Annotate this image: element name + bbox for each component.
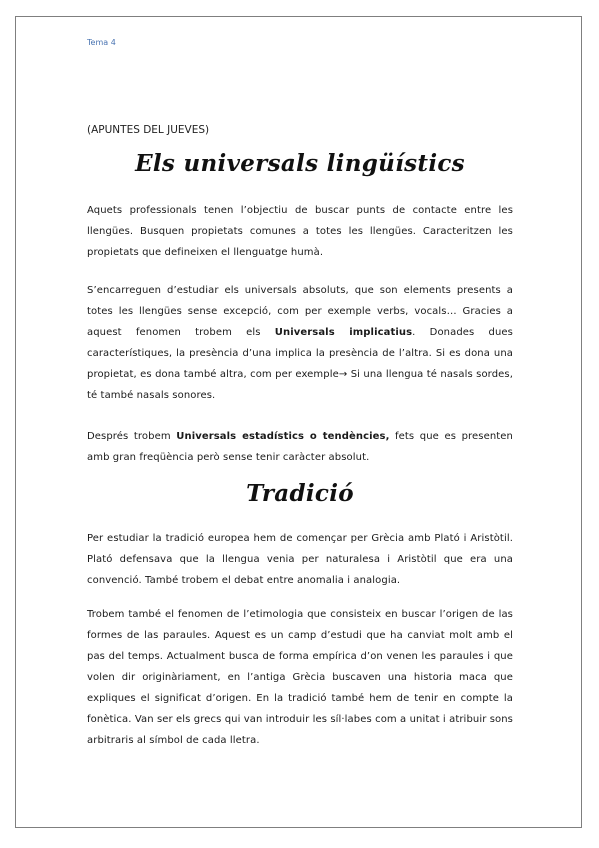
title-tradicio: Tradició <box>246 480 354 507</box>
paragraph-1: Aquets professionals tenen l’objectiu de buscar punts de contacte entre les llengües. Busquen propietats comunes a totes les llengües. Caracteritzen les propietats que defineixen el llenguatge humà. <box>87 205 513 258</box>
title-universals: Els universals lingüístics <box>135 150 465 177</box>
term-universals-estadistics: Universals estadístics o tendències, <box>176 431 390 442</box>
paragraph-3-text-a: Després trobem <box>87 431 177 442</box>
paragraph-2 <box>87 280 513 406</box>
paragraph-3-text-c: fets que es presenten amb gran freqüència però sense tenir caràcter absolut. <box>87 431 513 463</box>
paragraph-5: Trobem també el fenomen de l’etimologia que consisteix en buscar l’origen de las formes de las paraules. Aquest es un camp d’estudi que ha canviat molt amb el pas del temps. Actualment busca de forma empírica d’on venen les paraules i que volen dir originàriament, en l’antiga Grècia buscaven una historia maca que expliques el significat d’origen. En la tradició també hem de tenir en compte la fonètica. Van ser els grecs qui van introduir les síl·labes com a unitat i atribuir sons arbitraris al símbol de cada lletra. <box>87 609 513 746</box>
term-universals-implicatius: Universals implicatius <box>274 327 413 338</box>
paragraph-2-text-c: . Donades dues característiques, la presència d’una implica la presència de l’altra. Si es dona una propietat, es dona també altra, com per exemple→ Si una llengua té nasals sordes, té també nasals sonores. <box>87 327 513 401</box>
notes-label: (APUNTES DEL JUEVES) <box>87 124 210 136</box>
paragraph-4: Per estudiar la tradició europea hem de començar per Grècia amb Plató i Aristòtil. Plató defensava que la llengua venia per naturalesa i Aristòtil que era una convenció. També trobem el debat entre anomalia i analogia. <box>87 533 513 586</box>
header-label: Tema 4 <box>87 38 116 47</box>
paragraph-3 <box>87 426 513 468</box>
paragraph-2-text-a: S’encarreguen d’estudiar els universals absoluts, que son elements presents a totes les llengües sense excepció, com per exemple verbs, vocals… Gracies a aquest fenomen trobem els <box>87 285 513 338</box>
